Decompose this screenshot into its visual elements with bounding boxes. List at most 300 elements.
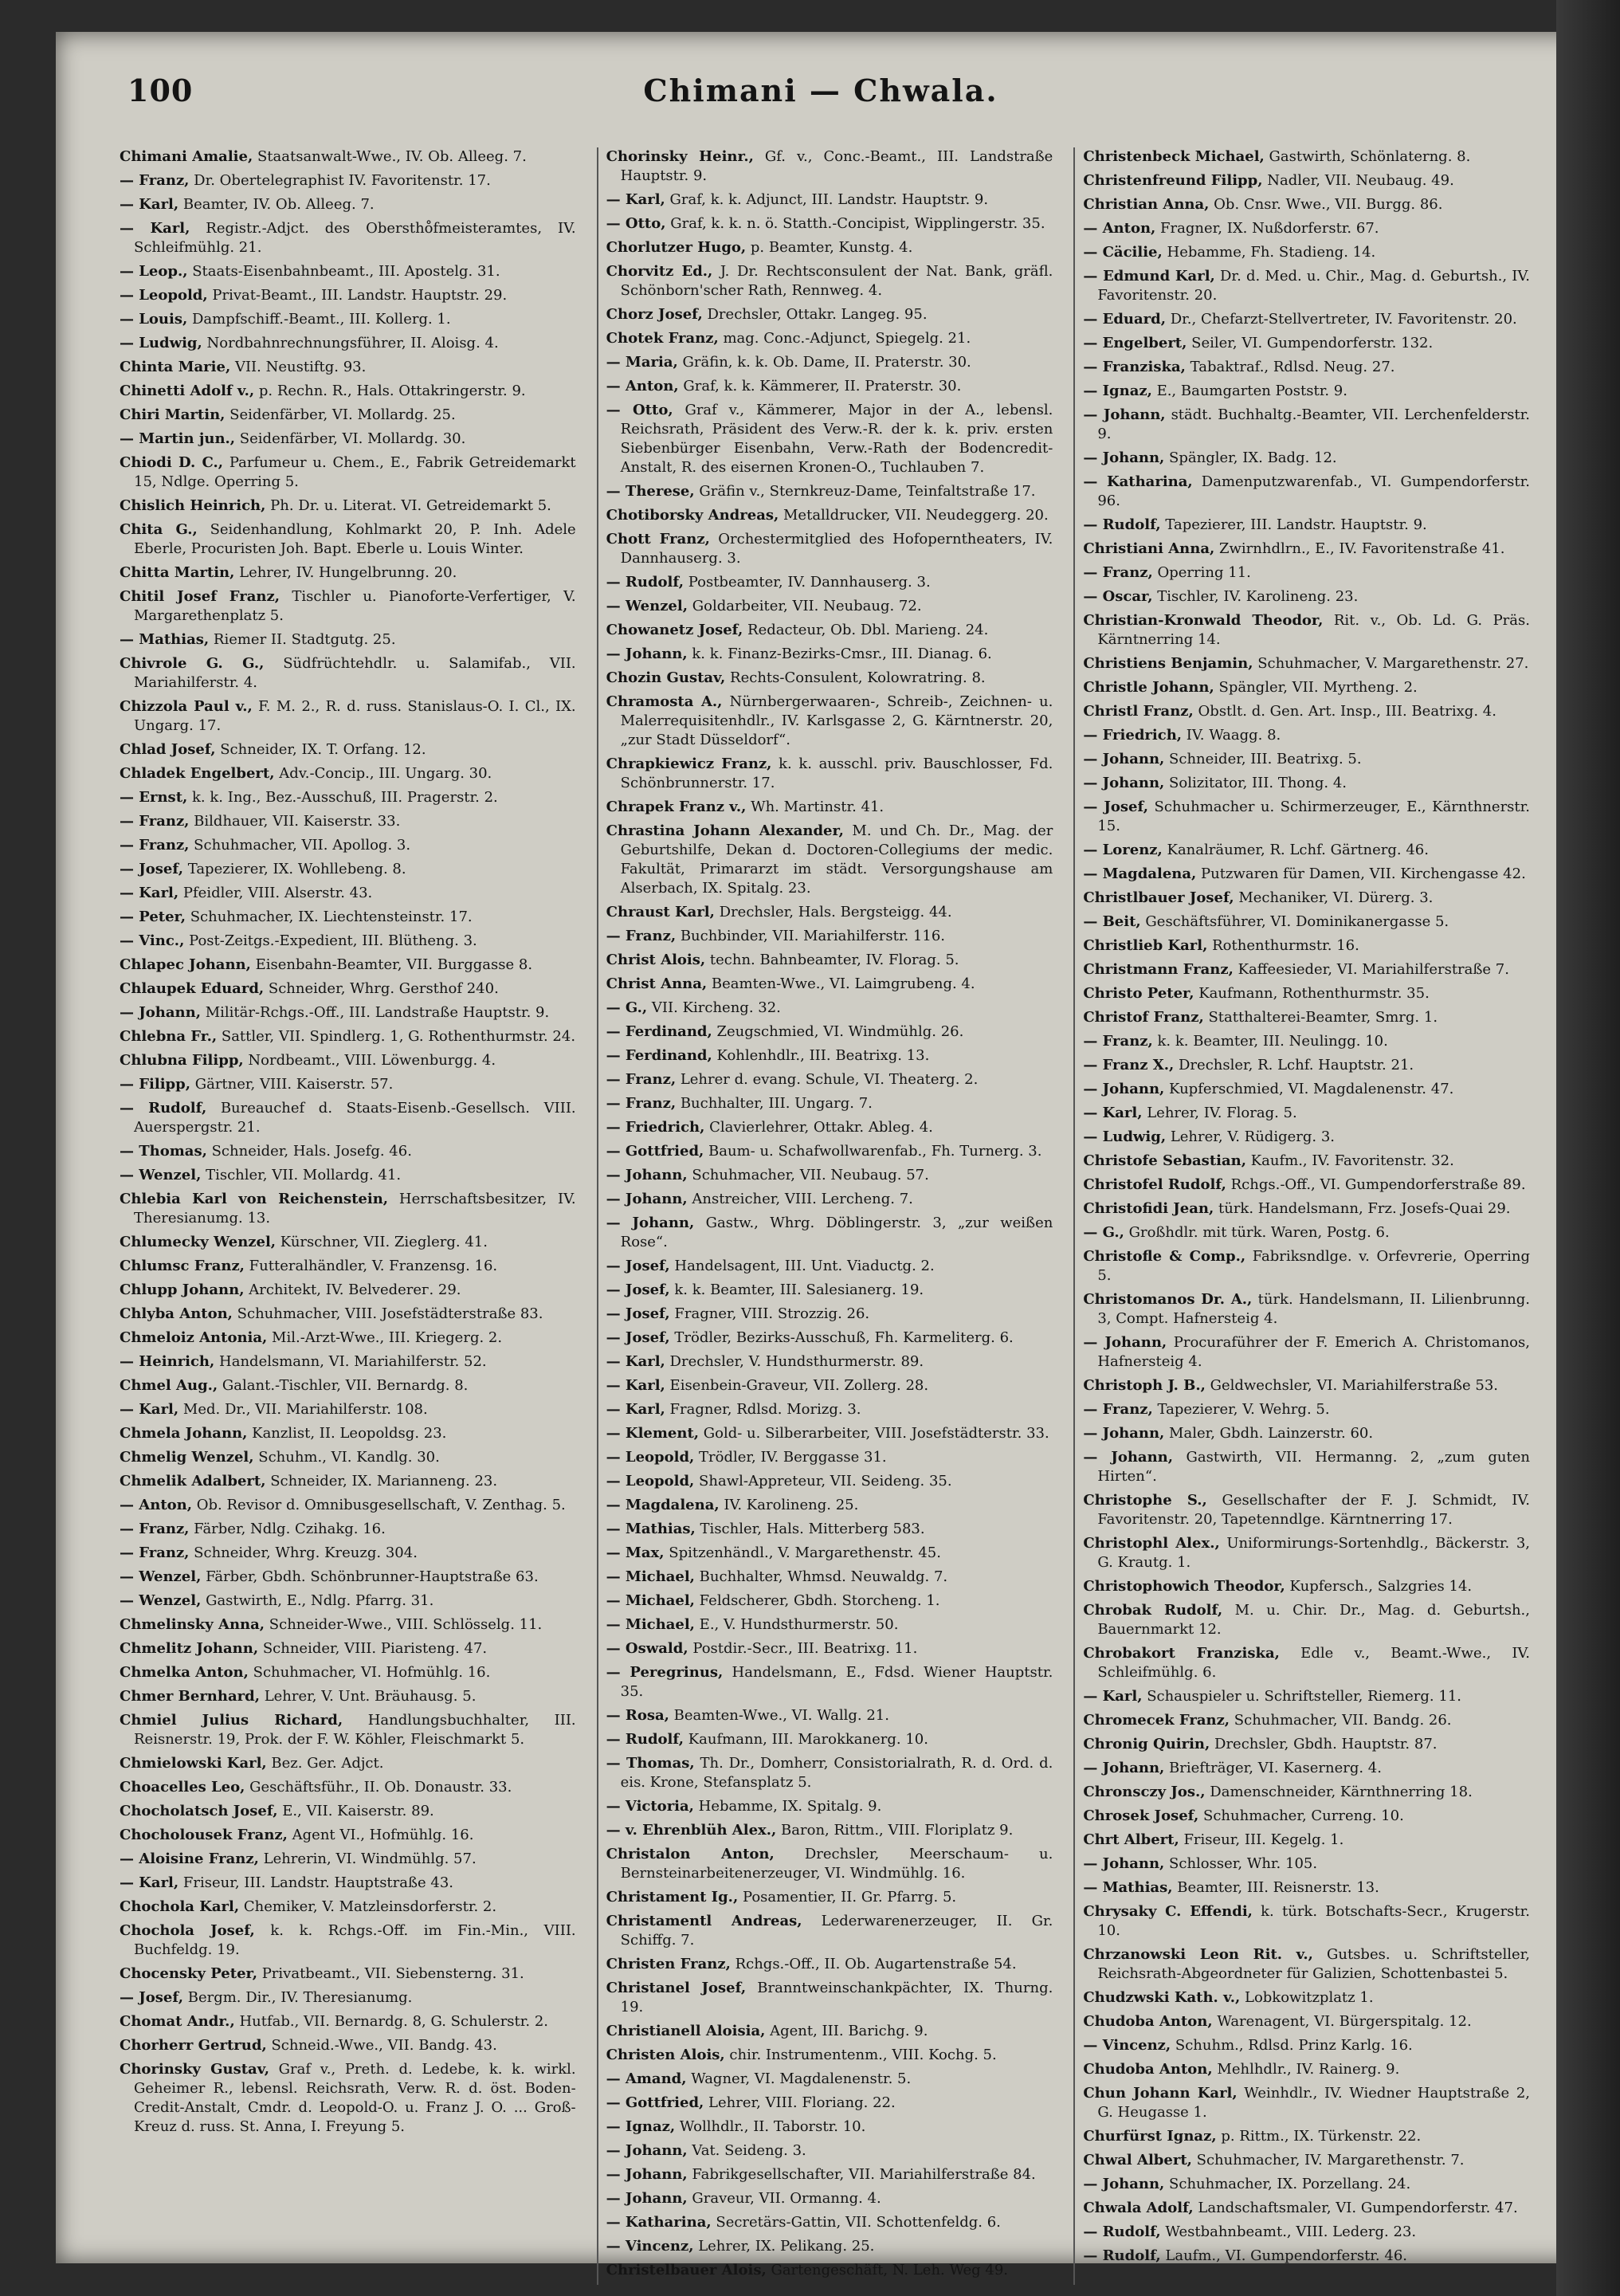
entry-name: — Eduard, [1083,311,1166,328]
entry-name: — Franz, [606,1071,677,1088]
entry-details: Kohlenhdlr., III. Beatrixg. 13. [712,1047,930,1064]
directory-entry [120,406,576,425]
directory-entry [1083,889,1530,908]
directory-entry [606,2117,1053,2137]
entry-name: — Klement, [606,1425,700,1442]
entry-name: — Johann, [606,2166,688,2183]
directory-entry [120,1778,576,1797]
entry-details: M. u. Chir. Dr., Mag. d. Geburtsh., Bauernmarkt 12. [1097,1602,1530,1638]
entry-details: Procuraführer der F. Emerich A. Christomanos, Hafnersteig 4. [1097,1334,1530,1370]
entry-details: Kaffeesieder, VI. Mariahilferstraße 7. [1233,961,1509,978]
entry-details: Schlosser, Whr. 105. [1164,1855,1318,1872]
directory-entry [606,1520,1053,1539]
page-number: 100 [127,73,194,108]
entry-name: — Filipp, [120,1076,190,1093]
entry-details: Gartengeschäft, N. Leh. Weg 49. [766,2262,1009,2278]
entry-name: — v. Ehrenblüh Alex., [606,1822,777,1839]
directory-entry [1083,243,1530,262]
directory-entry [120,1754,576,1773]
entry-details: Parfumeur u. Chem., E., Fabrik Getreidemarkt 15, Ndlge. Operring 5. [134,454,576,490]
entry-details: Schuhmacher, VII. Apollog. 3. [189,837,411,854]
entry-name: — Vincenz, [1083,2037,1171,2054]
directory-entry [1083,1902,1530,1941]
directory-entry [606,262,1053,300]
entry-details: Trödler, IV. Berggasse 31. [694,1449,887,1466]
directory-entry [120,932,576,951]
entry-details: Graf, k. k. Adjunct, III. Landstr. Hauptstr. 9. [665,191,989,208]
entry-details: Operring 11. [1152,564,1251,581]
directory-entry [1083,702,1530,721]
entry-details: Damenputzwarenfab., VI. Gumpendorferstr. 96. [1097,473,1530,509]
entry-name: — Johann, [606,1215,695,1231]
entry-name: Chimani Amalie, [120,148,253,165]
entry-details: Handelsmann, VI. Mariahilferstr. 52. [214,1353,487,1370]
entry-name: Christofidi Jean, [1083,1200,1214,1217]
entry-details: Nürnbergerwaaren-, Schreib-, Zeichnen- u. Malerrequisitenhdlr., IV. Karlsgasse 2, G. Kärntnerstr. 20, „zur Stadt Düsseldorf“. [620,693,1053,748]
entry-details: k. k. Beamter, III. Neulingg. 10. [1152,1033,1388,1050]
directory-entry [120,1281,576,1300]
entry-details: Orchestermitglied des Hofoperntheaters, IV. Dannhauserg. 3. [620,531,1053,567]
entry-details: Schuhmacher, IX. Porzellang. 24. [1164,2176,1411,2192]
directory-entry [1083,611,1530,650]
entry-name: — Karl, [606,1401,665,1418]
entry-name: — Katharina, [606,2214,712,2231]
entry-name: Chrastina Johann Alexander, [606,822,844,839]
directory-entry [120,2012,576,2031]
directory-entry [606,2046,1053,2065]
entry-name: Christalon Anton, [606,1846,775,1862]
directory-entry [606,353,1053,372]
directory-entry [606,2094,1053,2113]
entry-details: Dr., Chefarzt-Stellvertreter, IV. Favoritenstr. 20. [1166,311,1517,328]
entry-details: k. k. ausschl. priv. Bauschlosser, Fd. Schönbrunnerstr. 17. [620,756,1053,791]
entry-details: Eisenbein-Graveur, VII. Zollerg. 28. [665,1377,929,1394]
entry-name: — Rudolf, [1083,2247,1161,2264]
directory-entry [606,1376,1053,1395]
directory-entry [1083,1175,1530,1195]
directory-entry [1083,1534,1530,1572]
directory-entry [1083,449,1530,468]
entry-name: Chomat Andr., [120,2013,235,2030]
entry-name: Chorherr Gertrud, [120,2037,267,2054]
directory-entry [1083,865,1530,884]
entry-name: Chwala Adolf, [1083,2200,1194,2216]
entry-name: — Rudolf, [606,574,684,591]
entry-name: Christof Franz, [1083,1009,1204,1026]
directory-entry [606,927,1053,946]
entry-name: Christlbauer Josef, [1083,889,1234,906]
entry-name: — Franz, [1083,564,1153,581]
entry-details: Graf, k. k. n. ö. Statth.-Concipist, Wipplingerstr. 35. [665,215,1045,232]
entry-details: Hutfab., VII. Bernardg. 8, G. Schulerstr. 2. [234,2013,549,2030]
directory-entry [606,482,1053,501]
directory-entry [120,1051,576,1070]
entry-details: Privatbeamt., VII. Siebensterng. 31. [257,1965,524,1982]
entry-name: — Michael, [606,1568,695,1585]
directory-entry [606,1352,1053,1372]
directory-entry [606,1400,1053,1419]
entry-name: Chiodi D. C., [120,454,224,471]
directory-entry [606,1190,1053,1209]
entry-name: Christiani Anna, [1083,540,1215,557]
entry-details: Postdir.-Secr., III. Beatrixg. 11. [688,1640,918,1657]
entry-details: Lehrer, IV. Florag. 5. [1142,1105,1297,1121]
entry-name: Chmelig Wenzel, [120,1449,254,1466]
entry-details: Seidenfärber, VI. Mollardg. 25. [225,406,456,423]
directory-entry [120,1850,576,1869]
entry-name: — Johann, [1083,1449,1174,1466]
directory-entry [120,1424,576,1443]
directory-entry [606,1070,1053,1089]
entry-name: — Leop., [120,263,188,280]
directory-entry [120,1400,576,1419]
directory-entry [1083,2175,1530,2194]
directory-entry [1083,2127,1530,2146]
directory-entry [1083,1008,1530,1027]
entry-details: türk. Handelsmann, Frz. Josefs-Quai 29. [1214,1200,1511,1217]
directory-entry [1083,984,1530,1003]
entry-name: Chrapkiewicz Franz, [606,756,772,772]
entry-name: Chiri Martin, [120,406,226,423]
entry-details: Vat. Seideng. 3. [687,2142,806,2159]
entry-details: J. Dr. Rechtsconsulent der Nat. Bank, gräfl. Schönborn'scher Rath, Rennweg. 4. [620,263,1053,299]
entry-details: Futteralhändler, V. Franzensg. 16. [244,1258,498,1274]
entry-details: VII. Neustiftg. 93. [230,359,367,375]
entry-name: Chocensky Peter, [120,1965,257,1982]
entry-name: — Rudolf, [1083,2223,1161,2240]
entry-details: Spängler, IX. Badg. 12. [1164,449,1337,466]
entry-details: Staatsanwalt-Wwe., IV. Ob. Alleeg. 7. [253,148,527,165]
entry-details: Schuhmacher u. Schirmerzeuger, E., Kärnthnerstr. 15. [1097,799,1530,834]
entry-details: Färber, Ndlg. Czihakg. 16. [189,1521,386,1537]
directory-entry [606,214,1053,234]
entry-details: Graf, k. k. Kämmerer, II. Praterstr. 30. [678,378,962,394]
entry-details: Wh. Martinstr. 41. [746,799,885,815]
entry-details: Spitzenhändl., V. Margarethenstr. 45. [664,1544,941,1561]
entry-details: Wagner, VI. Magdalenenstr. 5. [686,2070,912,2087]
column-2 [597,147,1053,2285]
entry-details: Schuhmacher, VII. Bandg. 26. [1230,1712,1452,1729]
entry-details: Schuhmacher, VI. Hofmühlg. 16. [248,1664,491,1681]
entry-name: Chrosek Josef, [1083,1807,1199,1824]
entry-details: p. Rittm., IX. Türkenstr. 22. [1216,2128,1422,2145]
directory-entry [606,1022,1053,1042]
directory-entry [1083,1448,1530,1486]
directory-entry [120,1687,576,1706]
entry-details: Seidenhandlung, Kohlmarkt 20, P. Inh. Adele Eberle, Procuristen Joh. Bapt. Eberle u. Louis Winter. [134,521,576,557]
entry-name: — Louis, [120,311,188,328]
entry-details: Schauspieler u. Schriftsteller, Riemerg. 11. [1142,1688,1461,1705]
entry-name: — Karl, [120,1401,179,1418]
directory-entry [606,645,1053,664]
entry-details: Schuhm., Rdlsd. Prinz Karlg. 16. [1171,2037,1413,2054]
directory-entry [606,1706,1053,1725]
directory-entry [1083,334,1530,353]
directory-entry [1083,563,1530,583]
directory-entry [1083,1424,1530,1443]
entry-details: Beamten-Wwe., VI. Laimgrubeng. 4. [707,975,975,992]
directory-entry [120,836,576,855]
directory-entry [1083,2247,1530,2266]
entry-details: Warenagent, VI. Bürgerspitalg. 12. [1212,2013,1472,2030]
entry-name: Chitil Josef Franz, [120,588,280,605]
entry-name: — Leopold, [606,1449,695,1466]
directory-entry [120,860,576,879]
entry-name: — Franz, [606,1095,677,1112]
entry-name: Christen Franz, [606,1956,731,1972]
entry-name: — Rosa, [606,1707,669,1724]
directory-entry [1083,587,1530,606]
directory-entry [606,1821,1053,1840]
entry-name: Chita G., [120,521,198,538]
entry-name: — Josef, [606,1281,670,1298]
directory-entry [606,597,1053,616]
directory-entry [606,1094,1053,1113]
entry-name: — Ignaz, [1083,383,1152,399]
entry-name: Chlapec Johann, [120,956,251,973]
entry-details: Lehrer, VIII. Floriang. 22. [704,2094,896,2111]
entry-name: Christ Alois, [606,952,706,968]
entry-name: — Lorenz, [1083,842,1163,858]
directory-entry [120,630,576,650]
entry-details: Geschäftsführer, VI. Dominikanergasse 5. [1140,913,1449,930]
directory-entry [120,1921,576,1960]
entry-name: — Mathias, [120,631,210,648]
entry-details: Schuhm., VI. Kandlg. 30. [253,1449,440,1466]
entry-name: Chmielowski Karl, [120,1755,267,1772]
entry-name: — Ludwig, [120,335,202,351]
entry-details: Briefträger, VI. Kasernerg. 4. [1164,1760,1382,1776]
entry-name: — Cäcilie, [1083,244,1163,261]
entry-name: — Josef, [606,1258,670,1274]
directory-entry [1083,913,1530,932]
entry-name: Chramosta A., [606,693,723,710]
entry-name: — Peregrinus, [606,1664,724,1681]
entry-details: Lederwarenerzeuger, II. Gr. Schiffg. 7. [620,1913,1053,1949]
entry-name: — Rudolf, [120,1100,207,1117]
entry-name: Chowanetz Josef, [606,622,743,638]
directory-entry [606,1142,1053,1161]
directory-entry [120,884,576,903]
directory-entry [1083,1759,1530,1778]
directory-entry [606,2165,1053,2184]
entry-name: — Johann, [120,1004,201,1021]
directory-entry [120,1639,576,1658]
entry-details: Schuhmacher, VIII. Josefstädterstraße 83. [232,1305,543,1322]
entry-name: — Franz, [120,172,190,189]
directory-entry [606,573,1053,592]
entry-name: Chmelinsky Anna, [120,1616,265,1633]
entry-details: Chemiker, V. Matzleinsdorferstr. 2. [239,1898,497,1915]
entry-details: Lobkowitzplatz 1. [1240,1989,1374,2006]
entry-details: Feldscherer, Gbdh. Storcheng. 1. [694,1592,940,1609]
entry-details: Drechsler, Gbdh. Hauptstr. 87. [1210,1736,1438,1752]
directory-entry [606,1797,1053,1816]
entry-details: Drechsler, Meerschaum- u. Bernsteinarbeitenerzeuger, VI. Windmühlg. 16. [620,1846,1053,1882]
directory-entry [1083,1687,1530,1706]
entry-details: Herrschaftsbesitzer, IV. Theresianumg. 13. [134,1191,576,1226]
entry-name: — Karl, [606,191,665,208]
entry-details: Eisenbahn-Beamter, VII. Burggasse 8. [250,956,533,973]
entry-details: Rechts-Consulent, Kolowratring. 8. [725,669,986,686]
entry-name: Christian-Kronwald Theodor, [1083,612,1324,629]
entry-details: Mil.-Arzt-Wwe., III. Kriegerg. 2. [267,1329,503,1346]
directory-entry [120,1003,576,1022]
entry-name: Christlieb Karl, [1083,937,1208,954]
directory-entry [120,1663,576,1682]
entry-name: — Otto, [606,215,666,232]
entry-details: Fabrikgesellschafter, VII. Mariahilferstraße 84. [687,2166,1036,2183]
entry-name: Christelbauer Alois, [606,2262,767,2278]
directory-entry [120,1615,576,1635]
entry-details: Bildhauer, VII. Kaiserstr. 33. [189,813,401,830]
entry-details: Dr. Obertelegraphist IV. Favoritenstr. 17. [189,172,491,189]
entry-name: Chizzola Paul v., [120,698,253,715]
entry-details: Schneider, VIII. Piaristeng. 47. [258,1640,488,1657]
entry-details: E., V. Hundsthurmerstr. 50. [694,1616,899,1633]
directory-entry [120,310,576,329]
directory-entry [606,377,1053,396]
entry-name: — Mathias, [606,1521,696,1537]
directory-entry [606,999,1053,1018]
entry-details: Secretärs-Gattin, VII. Schottenfeldg. 6. [711,2214,1001,2231]
directory-entry [1083,147,1530,167]
directory-entry [120,147,576,167]
entry-name: Christle Johann, [1083,679,1214,696]
entry-details: Wollhdlr., II. Taborstr. 10. [675,2118,866,2135]
entry-name: Chromecek Franz, [1083,1712,1230,1729]
entry-details: Lehrer, IV. Hungelbrunng. 20. [234,564,457,581]
directory-entry [120,1898,576,1917]
directory-entry [606,305,1053,324]
entry-details: Registr.-Adjct. des Oberstho̊fmeisteramtes, IV. Schleifmühlg. 21. [134,220,576,256]
entry-details: Tischler, IV. Karolineng. 23. [1152,588,1359,605]
directory-columns [120,147,1531,2278]
directory-entry [1083,1831,1530,1850]
entry-details: Laufm., VI. Gumpendorferstr. 46. [1160,2247,1407,2264]
entry-name: Christianell Aloisia, [606,2023,766,2039]
directory-entry [120,908,576,927]
entry-details: Branntweinschankpächter, IX. Thurng. 19. [620,1980,1053,2015]
directory-entry [1083,1080,1530,1099]
entry-name: — Therese, [606,483,695,500]
entry-details: Uniformirungs-Sortenhdlg., Bäckerstr. 3, G. Krautg. 1. [1097,1535,1530,1571]
directory-entry [1083,1854,1530,1874]
entry-name: Chochola Josef, [120,1922,255,1939]
entry-name: Chudzwski Kath. v., [1083,1989,1241,2006]
directory-entry [120,1329,576,1348]
entry-details: Dr. d. Med. u. Chir., Mag. d. Geburtsh., IV. Favoritenstr. 20. [1097,268,1530,304]
directory-entry [606,329,1053,348]
entry-details: Schneider, IX. T. Orfang. 12. [215,741,426,758]
directory-entry [606,1568,1053,1587]
entry-name: — Gottfried, [606,1143,704,1160]
directory-entry [120,2060,576,2137]
directory-entry [120,654,576,693]
entry-name: — Josef, [120,861,183,877]
entry-name: — Franz, [1083,1401,1153,1418]
entry-details: Lehrer d. evang. Schule, VI. Theaterg. 2. [676,1071,979,1088]
entry-details: Buchhalter, III. Ungarg. 7. [676,1095,873,1112]
entry-details: Med. Dr., VII. Mariahilferstr. 108. [178,1401,428,1418]
entry-details: Tischler u. Pianoforte-Verfertiger, V. Margarethenplatz 5. [134,588,576,624]
entry-name: — Karl, [606,1353,665,1370]
entry-details: Nadler, VII. Neubaug. 49. [1262,172,1454,189]
directory-entry [1083,1807,1530,1826]
entry-name: — Aloisine Franz, [120,1851,259,1867]
entry-details: Baron, Rittm., VIII. Floriplatz 9. [776,1822,1014,1839]
directory-entry [606,2141,1053,2161]
entry-details: IV. Waagg. 8. [1182,727,1281,744]
directory-entry [1083,1601,1530,1639]
entry-name: Chlubna Filipp, [120,1052,244,1069]
directory-entry [120,1711,576,1749]
entry-name: Chivrole G. G., [120,655,265,672]
directory-entry [120,334,576,353]
entry-name: — Josef, [1083,799,1149,815]
directory-entry [120,382,576,401]
entry-name: — Franz, [120,813,190,830]
entry-details: Bureauchef d. Staats-Eisenb.-Gesellsch. VIII. Auerspergstr. 21. [134,1100,576,1136]
directory-entry [1083,2084,1530,2122]
directory-entry [606,903,1053,922]
directory-entry [606,951,1053,970]
directory-entry [120,788,576,807]
entry-details: Gastwirth, Schönlaterng. 8. [1264,148,1471,165]
entry-name: — Franz, [606,928,677,944]
directory-entry [120,1496,576,1515]
entry-name: Christian Anna, [1083,196,1210,213]
entry-details: E., Baumgarten Poststr. 9. [1151,383,1347,399]
entry-name: Chorinsky Gustav, [120,2061,269,2078]
entry-name: — Martin jun., [120,430,236,447]
entry-details: Schuhmacher, IX. Liechtensteinstr. 17. [185,909,473,925]
entry-name: Christl Franz, [1083,703,1194,720]
entry-name: — Johann, [1083,775,1165,791]
entry-details: k. k. Ing., Bez.-Ausschuß, III. Pragerstr. 2. [187,789,498,806]
directory-entry [120,764,576,783]
entry-details: Kaufm., IV. Favoritenstr. 32. [1245,1152,1454,1169]
directory-entry [606,693,1053,750]
entry-details: Ob. Cnsr. Wwe., VII. Burgg. 86. [1209,196,1443,213]
entry-details: Shawl-Appreteur, VII. Seideng. 35. [694,1473,952,1489]
directory-entry [606,1663,1053,1701]
entry-details: Architekt, IV. Belvederег. 29. [244,1281,461,1298]
directory-entry [120,1988,576,2008]
directory-entry [1083,960,1530,979]
entry-details: Schneider, Hals. Josefg. 46. [206,1143,412,1160]
directory-entry [1083,1104,1530,1123]
entry-details: mag. Conc.-Adjunct, Spiegelg. 21. [718,330,971,347]
directory-entry [606,1281,1053,1300]
entry-details: k. k. Finanz-Bezirks-Cmsr., III. Dianag. 6. [687,646,992,662]
entry-name: Chwal Albert, [1083,2152,1192,2168]
entry-name: — Johann, [606,2142,688,2159]
directory-entry [120,812,576,831]
entry-details: Kaufmann, III. Marokkanerg. 10. [684,1731,928,1748]
entry-name: Chmela Johann, [120,1425,248,1442]
entry-details: Rit. v., Ob. Ld. G. Präs. Kärntnerring 14. [1097,612,1530,648]
directory-entry [606,1329,1053,1348]
entry-details: Kanzlist, II. Leopoldsg. 23. [247,1425,447,1442]
entry-details: F. M. 2., R. d. russ. Stanislaus-O. I. Cl., IX. Ungarg. 17. [134,698,576,734]
directory-entry [606,401,1053,477]
directory-entry [1083,195,1530,214]
entry-name: — Ernst, [120,789,188,806]
directory-entry [606,1046,1053,1066]
directory-page [56,32,1586,2278]
entry-name: Chlupp Johann, [120,1281,245,1298]
